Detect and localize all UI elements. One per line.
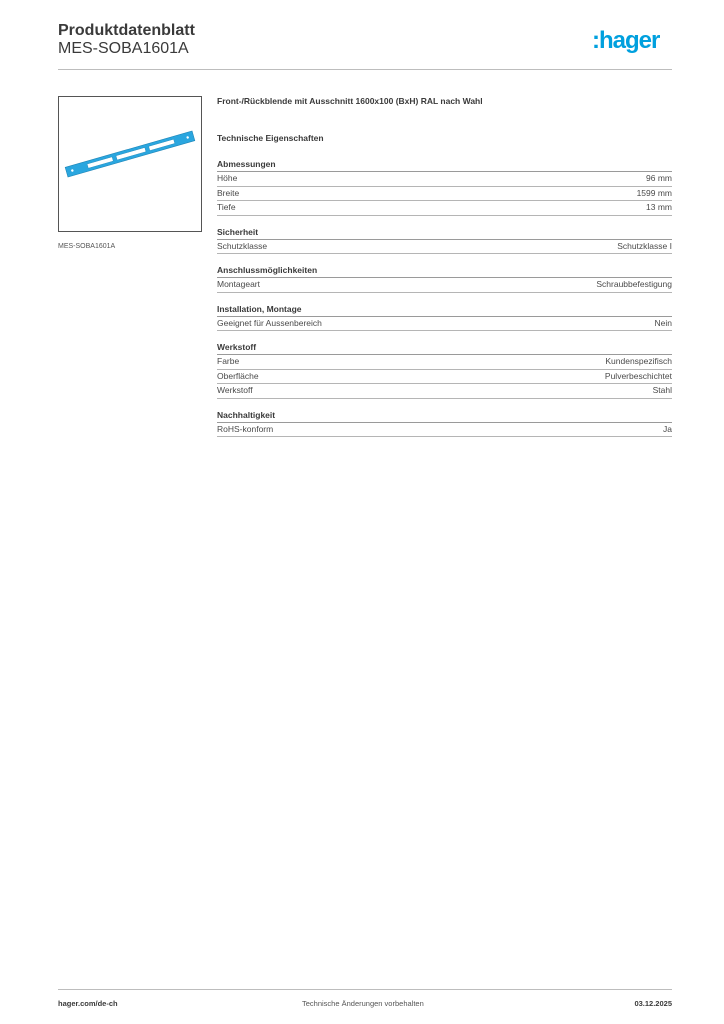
page-title: Produktdatenblatt	[58, 22, 195, 39]
spec-value: 13 mm	[646, 202, 672, 212]
section-title: Installation, Montage	[217, 304, 672, 317]
product-image-frame	[58, 96, 202, 232]
cover-plate-image	[59, 97, 201, 231]
spec-label: Breite	[217, 187, 240, 198]
spec-value: Nein	[654, 317, 672, 328]
spec-row	[217, 423, 672, 438]
section-material	[217, 342, 672, 399]
spec-value: 1599 mm	[636, 187, 672, 198]
image-caption: MES-SOBA1601A	[58, 243, 116, 250]
section-title: Anschlussmöglichkeiten	[217, 265, 672, 278]
spec-value: Stahl	[652, 385, 672, 395]
spec-value: Schutzklasse I	[617, 240, 672, 251]
spec-row	[217, 201, 672, 216]
spec-row	[217, 384, 672, 399]
spec-value: Schraubbefestigung	[596, 279, 672, 289]
section-installation	[217, 304, 672, 332]
section-title: Abmessungen	[217, 159, 672, 172]
spec-row	[217, 370, 672, 385]
spec-content	[217, 96, 672, 448]
spec-row	[217, 317, 672, 332]
spec-value: Ja	[663, 423, 672, 434]
section-title: Werkstoff	[217, 342, 672, 355]
spec-row	[217, 172, 672, 187]
section-dimensions	[217, 159, 672, 216]
product-code: MES-SOBA1601A	[58, 40, 189, 57]
section-title: Nachhaltigkeit	[217, 410, 672, 423]
hager-logo	[592, 26, 674, 56]
footer-website-link[interactable]: hager.com/de-ch	[58, 999, 118, 1008]
spec-label: Geeignet für Aussenbereich	[217, 317, 322, 328]
spec-label: Schutzklasse	[217, 240, 268, 251]
spec-label: Oberfläche	[217, 370, 259, 381]
spec-row	[217, 240, 672, 255]
spec-label: Farbe	[217, 356, 240, 366]
spec-row	[217, 187, 672, 202]
footer-date: 03.12.2025	[634, 999, 672, 1008]
spec-label: Tiefe	[217, 202, 236, 212]
section-connections	[217, 265, 672, 293]
spec-value: Kundenspezifisch	[605, 356, 672, 366]
spec-label: Montageart	[217, 279, 260, 289]
section-safety	[217, 227, 672, 255]
spec-row	[217, 278, 672, 293]
spec-row	[217, 355, 672, 370]
section-sustainability	[217, 410, 672, 438]
technical-properties-heading: Technische Eigenschaften	[217, 133, 324, 143]
logo-text: :hager	[592, 27, 660, 54]
footer-divider	[58, 989, 672, 990]
spec-label: RoHS-konform	[217, 423, 274, 434]
section-title: Sicherheit	[217, 227, 672, 240]
spec-label: Höhe	[217, 173, 238, 183]
product-description: Front-/Rückblende mit Ausschnitt 1600x100 (BxH) RAL nach Wahl	[217, 96, 483, 106]
spec-value: Pulverbeschichtet	[604, 370, 672, 381]
spec-label: Werkstoff	[217, 385, 253, 395]
footer-notice: Technische Änderungen vorbehalten	[302, 999, 424, 1008]
header-divider	[58, 69, 672, 70]
spec-value: 96 mm	[646, 173, 672, 183]
